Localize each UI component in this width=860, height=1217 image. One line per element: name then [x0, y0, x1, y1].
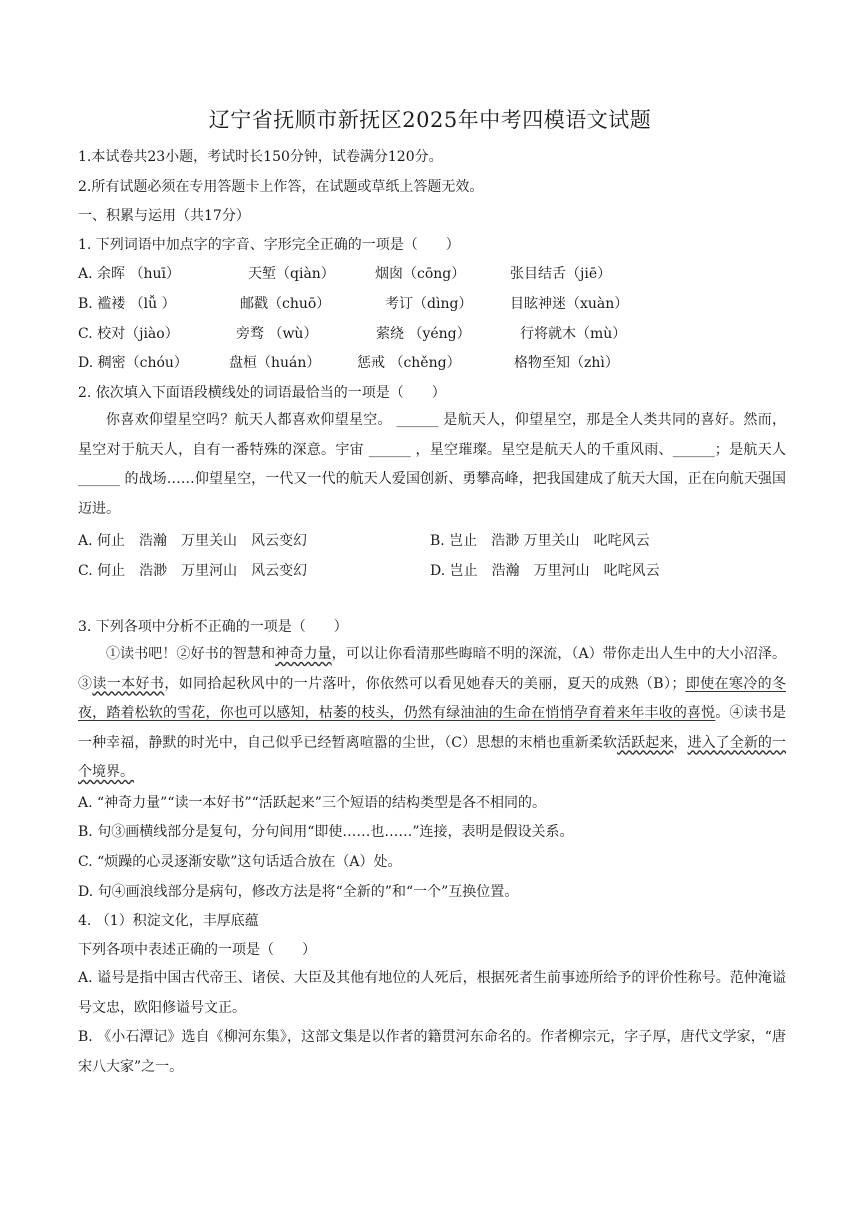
question-4-stem: 4. （1）积淀文化，丰厚底蕴 — [78, 913, 259, 929]
q1-b-4: 目眩神迷（xuàn） — [510, 296, 629, 312]
q3-option-d: D. 句④画浪线部分是病句，修改方法是将“全新的”和“一个”互换位置。 — [78, 884, 519, 900]
section-heading: 一、积累与运用（共17分） — [78, 208, 250, 224]
q1-c-3: 萦绕 （yéng） — [376, 326, 471, 342]
q3-text-3: ，如同拾起秋风中的一片落叶，你依然可以看见她春天的美丽，夏天的成熟（B）； — [164, 675, 686, 692]
q1-a-1: A. 余晖 （huī） — [78, 266, 180, 282]
q3-text-5: ， — [673, 734, 688, 751]
q1-d-3: 惩戒 （chěng） — [357, 355, 461, 371]
q3-text-4: 。④读书是一种幸福，静默的时光中，自己似乎已经暂离喧嚣的尘世，（C）思想的末梢也重新柔软 — [78, 705, 786, 751]
question-3-stem: 3. 下列各项中分析不正确的一项是（ ） — [78, 619, 348, 635]
q1-b-2: 邮戳（chuō） — [240, 296, 331, 312]
q4-sub-stem: 下列各项中表述正确的一项是（ ） — [78, 942, 316, 958]
q3-underline: 即使在寒冷的冬夜，踏着松软的雪花，你也可以感知，枯萎的枝头，仍然有绿油油的生命在悄悄孕育着来年丰收的喜悦 — [78, 675, 787, 721]
note-2: 2.所有试题必须在专用答题卡上作答，在试题或草纸上答题无效。 — [78, 179, 484, 195]
q1-d-1: D. 稠密（chóu） — [78, 355, 188, 371]
q1-c-2: 旁骛 （wù） — [236, 326, 318, 342]
q2-option-d: D. 岂止 浩瀚 万里河山 叱咤风云 — [430, 563, 660, 579]
q1-a-3: 烟囱（cōng） — [375, 266, 466, 282]
q3-wave-4: 进入了全新的一个境界。 — [78, 734, 787, 780]
q3-text-2: ，可以让你看清那些晦暗不明的深流，（A）带你走出人生中的大小沼泽。③ — [78, 646, 787, 692]
q2-option-a: A. 何止 浩瀚 万里关山 风云变幻 — [78, 533, 308, 549]
q2-option-b: B. 岂止 浩渺 万里关山 叱咤风云 — [430, 533, 650, 549]
q1-b-3: 考订（dìng） — [385, 296, 473, 312]
q3-option-c: C. “烦躁的心灵逐渐安歇”这句话适合放在（A）处。 — [78, 854, 402, 870]
q3-wave-3: 活跃起来 — [617, 734, 674, 751]
q2-option-c: C. 何止 浩渺 万里河山 风云变幻 — [78, 563, 308, 579]
q2-passage: 你喜欢仰望星空吗？航天人都喜欢仰望星空。 ______ 是航天人，仰望星空，那是全人类共同的喜好。然而，星空对于航天人，自有一番特殊的深意。宇宙 ______ ，星空璀璨。星空是航天人的千重风雨、______；是航天人 ______ 的战场……仰望星空，一代又一代的航天人爱国创新、勇攀高峰，把我国建成了航天大国，正在向航天强国迈进。 — [78, 412, 786, 517]
q1-a-4: 张目结舌（jiē） — [510, 266, 612, 282]
q1-b-1: B. 褴褛 （lǚ ） — [78, 296, 176, 312]
q1-d-4: 格物至知（zhì） — [514, 355, 619, 371]
q3-option-b: B. 句③画横线部分是复句，分句间用“即使……也……”连接，表明是假设关系。 — [78, 824, 574, 840]
q4-option-b: B. 《小石潭记》选自《柳河东集》，这部文集是以作者的籍贯河东命名的。作者柳宗元，字子厚，唐代文学家，“唐宋八大家”之一。 — [78, 1029, 786, 1075]
q3-text-1: ①读书吧！②好书的智慧和 — [106, 646, 276, 662]
note-1: 1.本试卷共23小题，考试时长150分钟，试卷满分120分。 — [78, 149, 443, 165]
q3-option-a: A. “神奇力量”“读一本好书”“活跃起来”三个短语的结构类型是各不相同的。 — [78, 795, 546, 811]
q1-d-2: 盘桓（huán） — [229, 355, 321, 371]
q4-option-a: A. 谥号是指中国古代帝王、诸侯、大臣及其他有地位的人死后，根据死者生前事迹所给予的评价性称号。范仲淹谥号文忠，欧阳修谥号文正。 — [78, 970, 786, 1016]
q3-wave-2: 读一本好书 — [92, 675, 165, 692]
q3-wave-1: 神奇力量 — [275, 646, 332, 662]
q3-passage — [78, 640, 786, 788]
question-2-stem: 2. 依次填入下面语段横线处的词语最恰当的一项是（ ） — [78, 385, 446, 401]
q1-a-2: 天堑（qiàn） — [248, 266, 335, 282]
q1-c-4: 行将就木（mù） — [520, 326, 627, 342]
question-1-stem: 1. 下列词语中加点字的字音、字形完全正确的一项是（ ） — [78, 237, 460, 253]
page-title: 辽宁省抚顺市新抚区2025年中考四模语文试题 — [208, 108, 652, 132]
q1-c-1: C. 校对（jiào） — [78, 326, 179, 342]
